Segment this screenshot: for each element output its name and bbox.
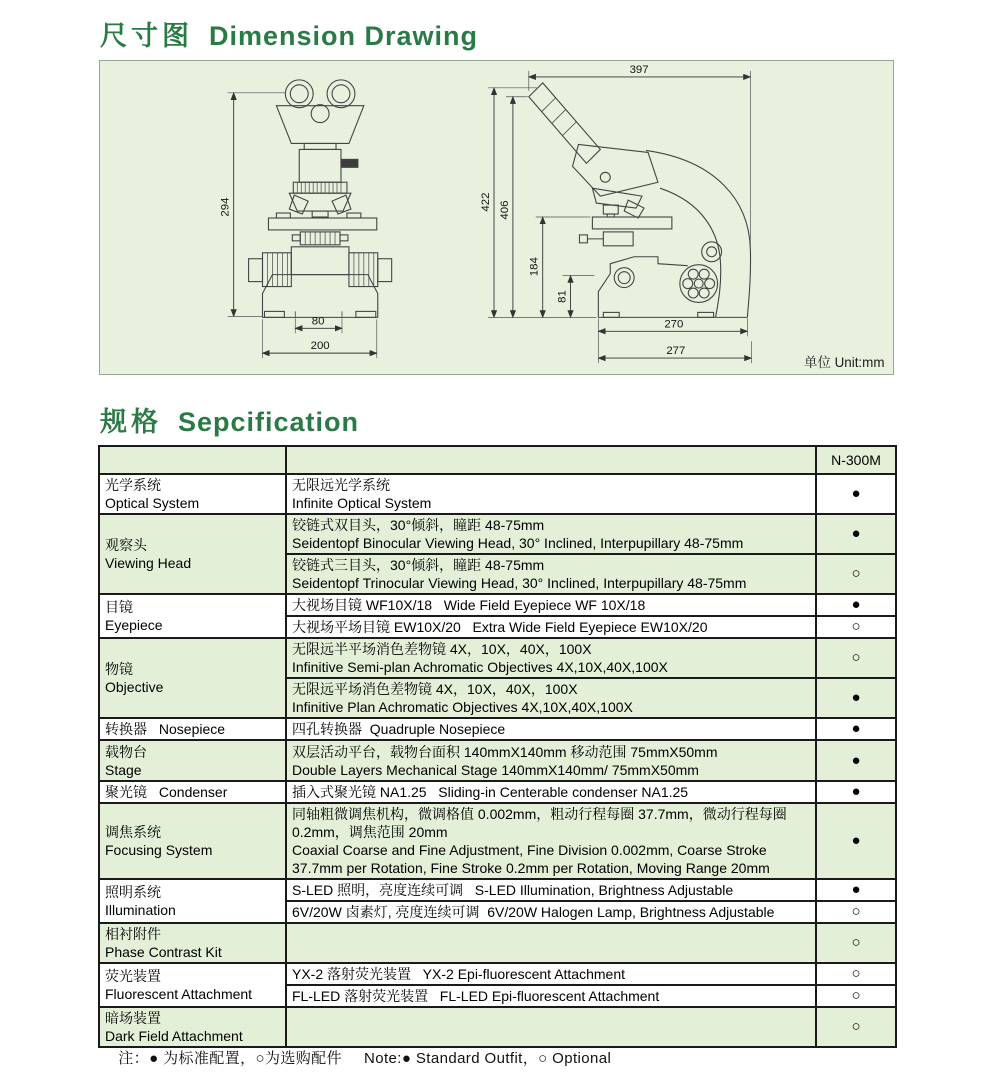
spec-halogen-lamp: 6V/20W 卤素灯, 亮度连续可调 6V/20W Halogen Lamp, Brightness Adjustable (286, 901, 816, 923)
row-label-eyepiece: 目镜 Eyepiece (99, 594, 286, 638)
spec-table (98, 445, 897, 1048)
front-view-dimensions (228, 93, 377, 358)
mark-halogen-lamp: ○ (816, 901, 896, 923)
spec-fled-fluorescent: FL-LED 落射荧光装置 FL-LED Epi-fluorescent Attachment (286, 985, 816, 1007)
dimension-drawing-panel (99, 60, 894, 375)
spec-optical-system: 无限远光学系统 Infinite Optical System (286, 474, 816, 514)
model-header: N-300M (816, 446, 896, 474)
spec-wide-field-eyepiece: 大视场目镜 WF10X/18 Wide Field Eyepiece WF 10X/18 (286, 594, 816, 616)
spec-trinocular-head: 铰链式三目头，30°倾斜，瞳距 48-75mm Seidentopf Trinocular Viewing Head, 30° Inclined, Interpupillary 48-75mm (286, 554, 816, 594)
spec-condenser: 插入式聚光镜 NA1.25 Sliding-in Centerable condenser NA1.25 (286, 781, 816, 803)
mark-yx2-fluorescent: ○ (816, 963, 896, 985)
spec-sled-illumination: S-LED 照明，亮度连续可调 S-LED Illumination, Brightness Adjustable (286, 879, 816, 901)
dim-side-base-depth: 277 (666, 345, 686, 358)
front-view-microscope (249, 80, 392, 317)
table-row (99, 514, 896, 554)
table-row (99, 740, 896, 781)
spec-binocular-head: 铰链式双目头，30°倾斜，瞳距 48-75mm Seidentopf Binocular Viewing Head, 30° Inclined, Interpupillary 48-75mm (286, 514, 816, 554)
mark-nosepiece: ● (816, 718, 896, 740)
dim-side-head-height: 406 (498, 200, 511, 220)
mark-binocular-head: ● (816, 514, 896, 554)
table-row (99, 781, 896, 803)
row-label-objective: 物镜 Objective (99, 638, 286, 718)
row-label-focusing-system: 调焦系统 Focusing System (99, 803, 286, 879)
mark-plan-objectives: ● (816, 678, 896, 718)
mark-wide-field-eyepiece: ● (816, 594, 896, 616)
mark-dark-field-attachment: ○ (816, 1007, 896, 1047)
dim-front-inner-base: 80 (311, 315, 325, 328)
table-row (99, 718, 896, 740)
spec-title-zh: 规格 (100, 407, 162, 437)
mark-optical-system: ● (816, 474, 896, 514)
spec-stage: 双层活动平台，载物台面积 140mmX140mm 移动范围 75mmX50mm Double Layers Mechanical Stage 140mmX140mm/ 75mmX50mm (286, 740, 816, 781)
table-row (99, 963, 896, 985)
row-label-dark-field-attachment: 暗场装置 Dark Field Attachment (99, 1007, 286, 1047)
spec-yx2-fluorescent: YX-2 落射荧光装置 YX-2 Epi-fluorescent Attachment (286, 963, 816, 985)
dim-front-height: 294 (219, 197, 232, 217)
dim-side-stage-height: 184 (528, 257, 541, 277)
table-row (99, 879, 896, 901)
spec-nosepiece: 四孔转换器 Quadruple Nosepiece (286, 718, 816, 740)
row-label-illumination: 照明系统 Illumination (99, 879, 286, 923)
table-row (99, 594, 896, 616)
legend-note (100, 1030, 611, 1085)
header-empty-spec (286, 446, 816, 474)
dimension-title-en: Dimension Drawing (209, 21, 479, 51)
side-view-microscope (529, 83, 751, 318)
dim-side-total-height: 422 (480, 192, 493, 212)
mark-stage: ● (816, 740, 896, 781)
table-row (99, 923, 896, 963)
table-row (99, 803, 896, 879)
row-label-nosepiece: 转换器 Nosepiece (99, 718, 286, 740)
dim-side-base-depth-inner: 270 (664, 318, 684, 331)
dim-side-illuminator-height: 81 (556, 290, 569, 303)
mark-extra-wide-eyepiece: ○ (816, 616, 896, 638)
mark-phase-contrast-kit: ○ (816, 923, 896, 963)
row-label-stage: 载物台 Stage (99, 740, 286, 781)
row-label-condenser: 聚光镜 Condenser (99, 781, 286, 803)
mark-sled-illumination: ● (816, 879, 896, 901)
legend-note-zh: 注：● 为标准配置，○为选购配件 (118, 1050, 342, 1067)
dim-side-total-depth: 397 (629, 63, 649, 76)
table-header-row (99, 446, 896, 474)
table-row (99, 638, 896, 678)
mark-condenser: ● (816, 781, 896, 803)
row-label-fluorescent-attachment: 荧光装置 Fluorescent Attachment (99, 963, 286, 1007)
dimension-title-zh: 尺寸图 (100, 21, 193, 51)
dim-front-base: 200 (310, 340, 330, 353)
mark-fled-fluorescent: ○ (816, 985, 896, 1007)
dimension-section-title (100, 14, 478, 53)
row-label-phase-contrast-kit: 相衬附件 Phase Contrast Kit (99, 923, 286, 963)
dimension-drawing (100, 61, 893, 374)
spec-section-title (100, 400, 359, 439)
legend-note-en: Note:● Standard Outfit，○ Optional (363, 1050, 612, 1067)
table-row (99, 474, 896, 514)
mark-trinocular-head: ○ (816, 554, 896, 594)
spec-semi-plan-objectives: 无限远半平场消色差物镜 4X，10X，40X，100X Infinitive Semi-plan Achromatic Objectives 4X,10X,40X,100X (286, 638, 816, 678)
row-label-viewing-head: 观察头 Viewing Head (99, 514, 286, 594)
mark-focusing-system: ● (816, 803, 896, 879)
spec-title-en: Sepcification (178, 407, 360, 437)
mark-semi-plan-objectives: ○ (816, 638, 896, 678)
spec-phase-contrast-kit (286, 923, 816, 963)
spec-plan-objectives: 无限远平场消色差物镜 4X，10X，40X，100X Infinitive Plan Achromatic Objectives 4X,10X,40X,100X (286, 678, 816, 718)
unit-note: 单位 Unit:mm (804, 355, 885, 371)
header-empty-label (99, 446, 286, 474)
spec-extra-wide-eyepiece: 大视场平场目镜 EW10X/20 Extra Wide Field Eyepiece EW10X/20 (286, 616, 816, 638)
spec-focusing-system: 同轴粗微调焦机构，微调格值 0.002mm，粗动行程每圈 37.7mm，微动行程每圈 0.2mm，调焦范围 20mm Coaxial Coarse and Fine Adjustment, Fine Division 0.002mm, Coarse Stroke 37.7mm per Rotation, Fine Stroke 0.2mm per Rotation, Moving Range 20mm (286, 803, 816, 879)
row-label-optical-system: 光学系统 Optical System (99, 474, 286, 514)
